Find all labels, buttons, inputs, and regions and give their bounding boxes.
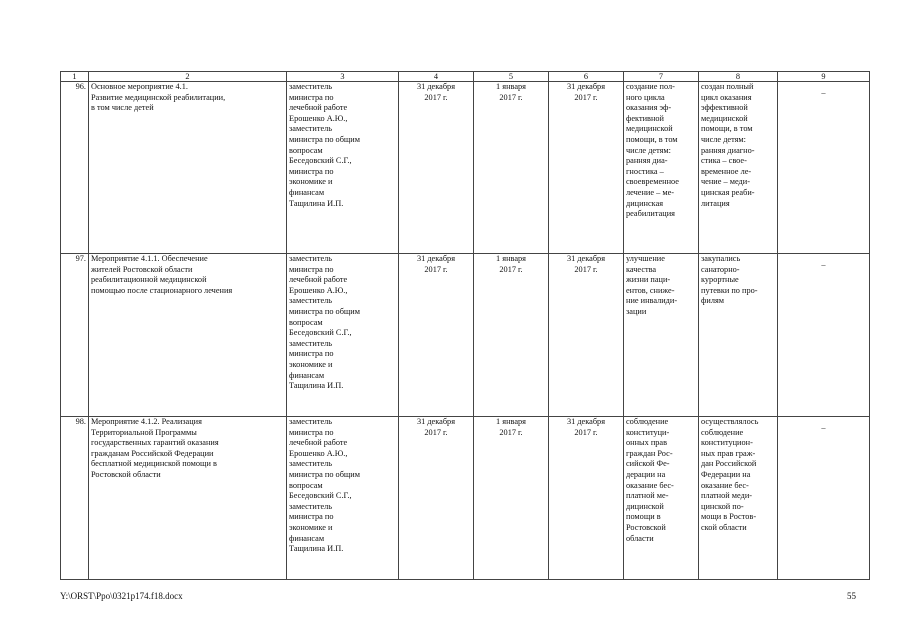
file-path-footer: Y:\ORST\Ppo\0321p174.f18.docx [60, 591, 183, 601]
note-text: _ [821, 258, 826, 267]
expected-result-cell: создание пол- ного цикла оказания эф- фективной медицинской помощи, в том числе детям: ранняя диа- гностика – своевременное лечение – ме- дицинская реабилитация [624, 82, 699, 254]
plan-end-date-cell: 1 января 2017 г. [474, 82, 549, 254]
event-cell: Мероприятие 4.1.1. Обеспечение жителей Ростовской области реабилитационной медицинской помощью после стационарного лечения [89, 254, 287, 417]
column-header: 7 [624, 72, 699, 82]
note-cell [778, 82, 870, 254]
table-row [61, 417, 870, 580]
column-numbers-row [61, 72, 870, 82]
responsible-cell: заместитель министра по лечебной работе Ерошенко А.Ю., заместитель министра по общим вопросам Беседовский С.Г., заместитель министра по экономике и финансам Тащилина И.П. [287, 417, 399, 580]
column-header: 2 [89, 72, 287, 82]
fact-date-cell: 31 декабря 2017 г. [549, 254, 624, 417]
column-header: 6 [549, 72, 624, 82]
actual-result-cell: закупались санаторно- курортные путевки по про- филям [699, 254, 778, 417]
page-number: 55 [847, 591, 856, 601]
plan-start-date-cell: 31 декабря 2017 г. [399, 417, 474, 580]
event-cell: Мероприятие 4.1.2. Реализация Территориальной Программы государственных гарантий оказания гражданам Российской Федерации бесплатной медицинской помощи в Ростовской области [89, 417, 287, 580]
column-header: 8 [699, 72, 778, 82]
row-number: 98. [61, 417, 89, 580]
plan-start-date-cell: 31 декабря 2017 г. [399, 82, 474, 254]
row-number: 96. [61, 82, 89, 254]
report-table [60, 71, 870, 580]
plan-start-date-cell: 31 декабря 2017 г. [399, 254, 474, 417]
column-header: 9 [778, 72, 870, 82]
note-cell [778, 254, 870, 417]
column-header: 5 [474, 72, 549, 82]
fact-date-cell: 31 декабря 2017 г. [549, 417, 624, 580]
row-number: 97. [61, 254, 89, 417]
column-header: 4 [399, 72, 474, 82]
plan-end-date-cell: 1 января 2017 г. [474, 417, 549, 580]
actual-result-cell: создан полный цикл оказания эффективной медицинской помощи, в том числе детям: ранняя диагно- стика – свое- временное ле- чение – меди- цинская реаби- литация [699, 82, 778, 254]
column-header: 3 [287, 72, 399, 82]
note-text: _ [821, 421, 826, 430]
table-row [61, 82, 870, 254]
note-text: _ [821, 86, 826, 95]
fact-date-cell: 31 декабря 2017 г. [549, 82, 624, 254]
note-cell [778, 417, 870, 580]
responsible-cell: заместитель министра по лечебной работе Ерошенко А.Ю., заместитель министра по общим вопросам Беседовский С.Г., заместитель министра по экономике и финансам Тащилина И.П. [287, 254, 399, 417]
event-cell: Основное мероприятие 4.1. Развитие медицинской реабилитации, в том числе детей [89, 82, 287, 254]
responsible-cell: заместитель министра по лечебной работе Ерошенко А.Ю., заместитель министра по общим вопросам Беседовский С.Г., министра по экономике и финансам Тащилина И.П. [287, 82, 399, 254]
actual-result-cell: осуществлялось соблюдение конституцион- ных прав граж- дан Российской Федерации на оказание бес- платной меди- цинской по- мощи в Ростов- ской области [699, 417, 778, 580]
expected-result-cell: соблюдение конституци- онных прав граждан Рос- сийской Фе- дерации на оказание бес- платной ме- дицинской помощи в Ростовской области [624, 417, 699, 580]
expected-result-cell: улучшение качества жизни паци- ентов, сниже- ние инвалиди- зации [624, 254, 699, 417]
column-header: 1 [61, 72, 89, 82]
table-row [61, 254, 870, 417]
plan-end-date-cell: 1 января 2017 г. [474, 254, 549, 417]
